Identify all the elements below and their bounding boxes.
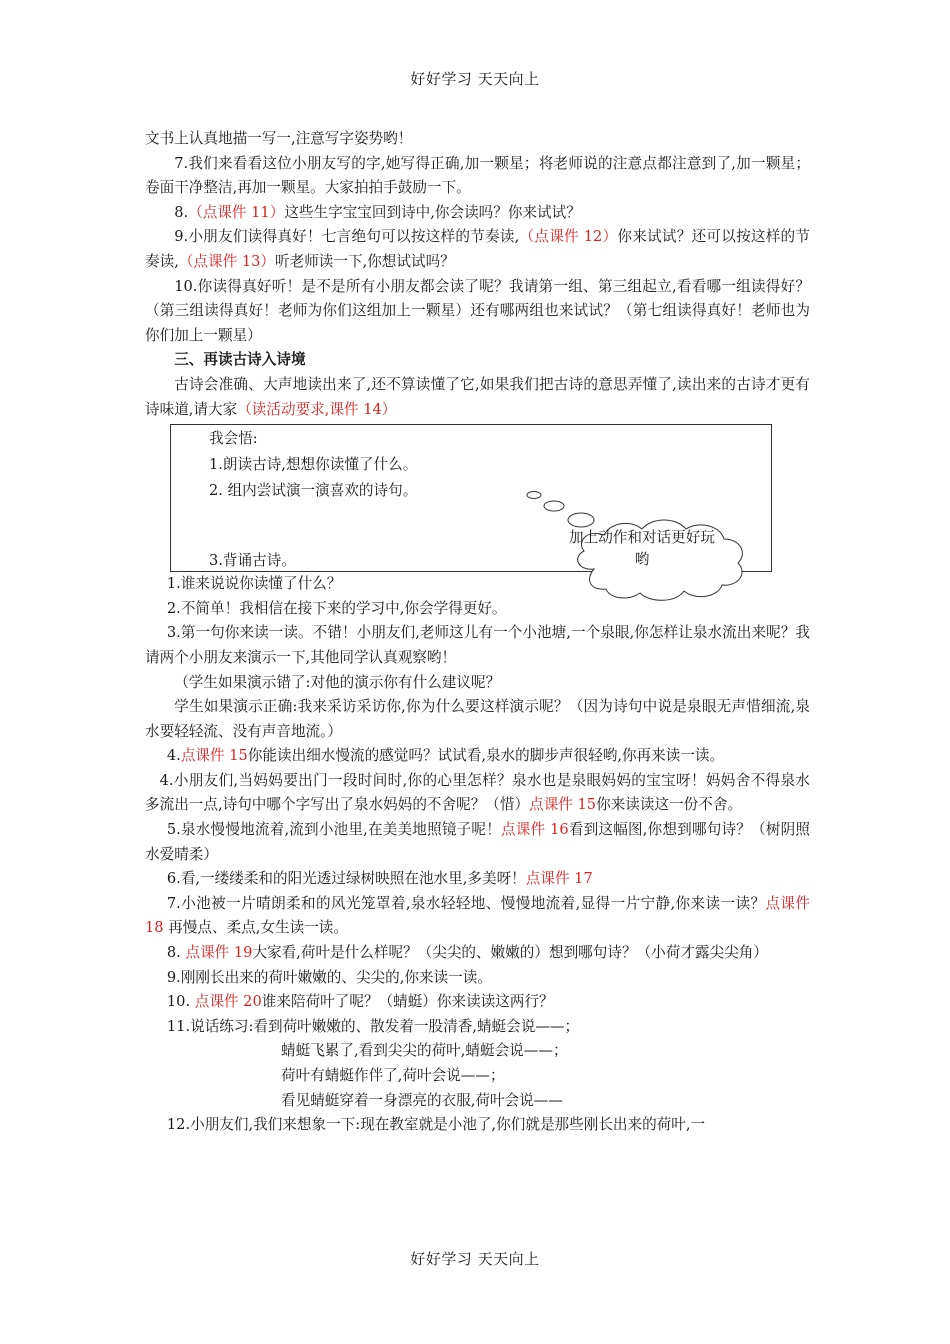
courseware-ref: （点课件 11）: [188, 203, 285, 221]
paragraph: （学生如果演示错了:对他的演示你有什么建议呢？: [174, 673, 501, 691]
box-item: 3.背诵古诗。: [209, 552, 296, 570]
paragraph: 12.小朋友们,我们来想象一下:现在教室就是小池了,你们就是那些刚长出来的荷叶,一: [166, 1116, 706, 1134]
courseware-ref: 点课件 17: [525, 870, 593, 888]
activity-box: [170, 424, 772, 572]
paragraph: 6.看,一缕缕柔和的阳光透过绿树映照在池水里,多美呀！点课件 17: [166, 870, 593, 888]
courseware-ref: 点课件 15: [529, 796, 597, 814]
paragraph: 9.刚刚长出来的荷叶嫩嫩的、尖尖的,你来读一读。: [166, 968, 492, 986]
paragraph: 1.谁来说说你读懂了什么？: [166, 575, 342, 593]
courseware-ref: （读活动要求,课件 14）: [237, 400, 397, 418]
page-footer: 好好学习 天天向上: [410, 1250, 540, 1268]
paragraph: 8. 点课件 19大家看,荷叶是什么样呢？（尖尖的、嫩嫩的）想到哪句诗？（小荷才露尖尖角）: [166, 944, 768, 962]
courseware-ref: 点课件 18: [145, 894, 810, 937]
paragraph: 2.不简单！我相信在接下来的学习中,你会学得更好。: [166, 599, 507, 617]
paragraph: 5.泉水慢慢地流着,流到小池里,在美美地照镜子呢！点课件 16看到这幅图,你想到哪句诗？（树阴照水爱晴柔）: [145, 821, 810, 863]
paragraph: 4.小朋友们,当妈妈要出门一段时间时,你的心里怎样？泉水也是泉眼妈妈的宝宝呀！妈妈舍不得泉水多流出一点,诗句中哪个字写出了泉水妈妈的不舍呢？（惜）点课件 15你来读读这一份不舍。: [145, 771, 810, 814]
paragraph: 学生如果演示正确:我来采访采访你,你为什么要这样演示呢？（因为诗句中说是泉眼无声惜细流,泉水要轻轻流、没有声音地流。）: [145, 698, 810, 740]
courseware-ref: （点课件 12）: [519, 228, 618, 246]
page-header: 好好学习 天天向上: [410, 70, 540, 88]
paragraph: 9.小朋友们读得真好！七言绝句可以按这样的节奏读,（点课件 12）你来试试？还可以按这样的节奏读,（点课件 13）听老师读一下,你想试试吗？: [145, 228, 810, 270]
courseware-ref: 点课件 15: [180, 747, 248, 765]
box-item: 1.朗读古诗,想想你读懂了什么。: [209, 456, 418, 474]
paragraph: 蜻蜓飞累了,看到尖尖的荷叶,蜻蜓会说——；: [281, 1042, 568, 1060]
paragraph: 古诗会准确、大声地读出来了,还不算读懂了它,如果我们把古诗的意思弄懂了,读出来的古诗才更有诗味道,请大家（读活动要求,课件 14）: [145, 375, 810, 418]
paragraph: 4.点课件 15你能读出细水慢流的感觉吗？试试看,泉水的脚步声很轻哟,你再来读一读。: [166, 747, 725, 765]
cloud-text: 加上动作和对话更好玩哟: [569, 529, 715, 569]
section-heading: 三、再读古诗入诗境: [174, 351, 306, 369]
paragraph: 10.你读得真好听！是不是所有小朋友都会读了呢？我请第一组、第三组起立,看看哪一组读得好？（第三组读得真好！老师为你们这组加上一颗星）还有哪两组也来试试？（第七组读得真好！老师也为你们加上一颗星）: [145, 277, 810, 344]
courseware-ref: 点课件 20: [194, 993, 262, 1011]
paragraph: 7.小池被一片晴朗柔和的风光笼罩着,泉水轻轻地、慢慢地流着,显得一片宁静,你来读一读？点课件 18 再慢点、柔点,女生读一读。: [145, 894, 810, 937]
courseware-ref: 点课件 16: [500, 821, 569, 839]
paragraph: 11.说话练习:看到荷叶嫩嫩的、散发着一股清香,蜻蜓会说——；: [166, 1017, 580, 1035]
paragraph: 文书上认真地描一写一,注意写字姿势哟！: [145, 130, 413, 147]
courseware-ref: 点课件 19: [185, 944, 253, 962]
box-title: 我会悟:: [209, 430, 258, 448]
paragraph: 3.第一句你来读一读。不错！小朋友们,老师这儿有一个小池塘,一个泉眼,你怎样让泉水流出来呢？我请两个小朋友来演示一下,其他同学认真观察哟！: [145, 624, 810, 666]
document-body: [145, 127, 810, 1138]
box-item: 2. 组内尝试演一演喜欢的诗句。: [209, 482, 418, 500]
paragraph: 8.（点课件 11）这些生字宝宝回到诗中,你会读吗？你来试试？: [174, 203, 581, 221]
paragraph: 7.我们来看看这位小朋友写的字,她写得正确,加一颗星；将老师说的注意点都注意到了,加一颗星；卷面干净整洁,再加一颗星。大家拍拍手鼓励一下。: [145, 154, 810, 197]
paragraph: 荷叶有蜻蜓作伴了,荷叶会说——；: [281, 1067, 505, 1084]
paragraph: 看见蜻蜓穿着一身漂亮的衣服,荷叶会说——: [281, 1091, 563, 1109]
paragraph: 10. 点课件 20谁来陪荷叶了呢？（蜻蜓）你来读读这两行？: [166, 993, 554, 1011]
courseware-ref: （点课件 13）: [178, 252, 276, 270]
